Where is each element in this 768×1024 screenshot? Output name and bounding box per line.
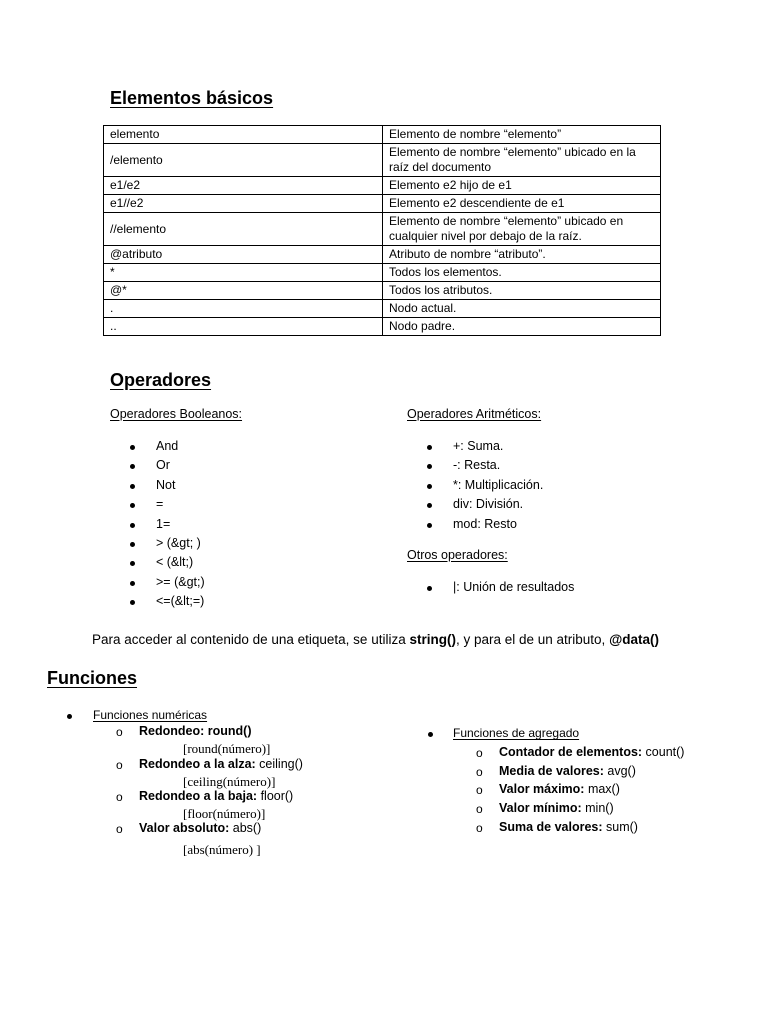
bullet-icon bbox=[67, 714, 72, 719]
table-cell: Nodo actual. bbox=[383, 300, 661, 318]
list-item: <=(&lt;=) bbox=[130, 592, 205, 611]
function-form: [abs(número) ] bbox=[183, 842, 261, 857]
function-avg bbox=[499, 764, 636, 779]
table-cell: Elemento e2 hijo de e1 bbox=[383, 177, 661, 195]
other-operators-title: Otros operadores: bbox=[407, 548, 508, 562]
circle-bullet-icon: o bbox=[116, 725, 123, 739]
list-item: *: Multiplicación. bbox=[427, 476, 543, 495]
function-min bbox=[499, 801, 614, 816]
table-cell: Elemento de nombre “elemento” ubicado en cualquier nivel por debajo de la raíz. bbox=[383, 213, 661, 246]
function-name: ceiling() bbox=[259, 757, 303, 771]
function-name: max() bbox=[587, 782, 620, 796]
table-cell: @* bbox=[104, 282, 383, 300]
table-cell: elemento bbox=[104, 126, 383, 144]
function-label: Media de valores: bbox=[499, 764, 608, 778]
circle-bullet-icon: o bbox=[476, 746, 483, 760]
aggregate-functions-title: Funciones de agregado bbox=[453, 726, 580, 740]
function-label: Redondeo: bbox=[139, 724, 208, 738]
function-form: [floor(número)] bbox=[183, 806, 266, 821]
table-row bbox=[104, 213, 661, 246]
list-item: mod: Resto bbox=[427, 515, 543, 534]
table-cell: Elemento de nombre “elemento” ubicado en la raíz del documento bbox=[383, 144, 661, 177]
circle-bullet-icon: o bbox=[116, 822, 123, 836]
table-cell: e1/e2 bbox=[104, 177, 383, 195]
function-name: abs() bbox=[232, 821, 262, 835]
function-max bbox=[499, 782, 620, 797]
function-label: Suma de valores: bbox=[499, 820, 606, 834]
table-cell: .. bbox=[104, 318, 383, 336]
table-cell: //elemento bbox=[104, 213, 383, 246]
function-label: Redondeo a la baja: bbox=[139, 789, 261, 803]
list-item: Not bbox=[130, 476, 205, 495]
table-cell: /elemento bbox=[104, 144, 383, 177]
table-cell: * bbox=[104, 264, 383, 282]
table-row bbox=[104, 264, 661, 282]
functions-title: Funciones bbox=[47, 668, 138, 688]
function-name: round() bbox=[207, 724, 252, 738]
list-item: +: Suma. bbox=[427, 437, 543, 456]
list-item: < (&lt;) bbox=[130, 553, 205, 572]
table-row bbox=[104, 282, 661, 300]
function-label: Contador de elementos: bbox=[499, 745, 646, 759]
table-cell: Elemento de nombre “elemento” bbox=[383, 126, 661, 144]
circle-bullet-icon: o bbox=[116, 790, 123, 804]
list-item: |: Unión de resultados bbox=[427, 578, 574, 597]
function-label: Valor absoluto: bbox=[139, 821, 233, 835]
table-row bbox=[104, 144, 661, 177]
list-item: And bbox=[130, 437, 205, 456]
table-cell: Elemento e2 descendiente de e1 bbox=[383, 195, 661, 213]
access-text-1: Para acceder al contenido de una etiqueta, se utiliza bbox=[92, 632, 410, 647]
table-cell: @atributo bbox=[104, 246, 383, 264]
list-item: >= (&gt;) bbox=[130, 573, 205, 592]
table-row bbox=[104, 318, 661, 336]
list-item: Or bbox=[130, 456, 205, 475]
function-label: Valor máximo: bbox=[499, 782, 588, 796]
function-abs bbox=[139, 821, 261, 836]
operators-title: Operadores bbox=[110, 370, 212, 390]
string-function: string() bbox=[409, 632, 456, 647]
table-cell: e1//e2 bbox=[104, 195, 383, 213]
table-cell: Nodo padre. bbox=[383, 318, 661, 336]
data-function: @data() bbox=[609, 632, 659, 647]
arithmetic-operators-title: Operadores Aritméticos: bbox=[407, 407, 542, 421]
circle-bullet-icon: o bbox=[476, 783, 483, 797]
function-name: min() bbox=[585, 801, 614, 815]
table-cell: . bbox=[104, 300, 383, 318]
list-item: = bbox=[130, 495, 205, 514]
function-name: count() bbox=[645, 745, 685, 759]
list-item: div: División. bbox=[427, 495, 543, 514]
function-form: [ceiling(número)] bbox=[183, 774, 276, 789]
function-label: Redondeo a la alza: bbox=[139, 757, 260, 771]
function-name: avg() bbox=[607, 764, 636, 778]
function-sum bbox=[499, 820, 638, 835]
function-ceiling bbox=[139, 757, 303, 772]
arithmetic-operators-list bbox=[427, 437, 543, 534]
circle-bullet-icon: o bbox=[476, 821, 483, 835]
basics-table bbox=[103, 125, 661, 336]
access-paragraph bbox=[92, 632, 659, 647]
function-name: sum() bbox=[606, 820, 638, 834]
function-name: floor() bbox=[260, 789, 294, 803]
table-cell: Todos los elementos. bbox=[383, 264, 661, 282]
other-operators-list bbox=[427, 578, 574, 597]
table-row bbox=[104, 177, 661, 195]
basics-title: Elementos básicos bbox=[110, 88, 274, 108]
list-item: > (&gt; ) bbox=[130, 534, 205, 553]
table-row bbox=[104, 300, 661, 318]
table-cell: Atributo de nombre “atributo”. bbox=[383, 246, 661, 264]
bullet-icon bbox=[428, 732, 433, 737]
circle-bullet-icon: o bbox=[476, 802, 483, 816]
function-form: [round(número)] bbox=[183, 741, 271, 756]
circle-bullet-icon: o bbox=[116, 758, 123, 772]
function-floor bbox=[139, 789, 293, 804]
circle-bullet-icon: o bbox=[476, 765, 483, 779]
boolean-operators-list bbox=[130, 437, 205, 612]
list-item: -: Resta. bbox=[427, 456, 543, 475]
table-row bbox=[104, 195, 661, 213]
function-label: Valor mínimo: bbox=[499, 801, 586, 815]
table-row bbox=[104, 246, 661, 264]
function-count bbox=[499, 745, 684, 760]
numeric-functions-title: Funciones numéricas bbox=[93, 708, 208, 722]
list-item: 1= bbox=[130, 515, 205, 534]
table-cell: Todos los atributos. bbox=[383, 282, 661, 300]
table-row bbox=[104, 126, 661, 144]
boolean-operators-title: Operadores Booleanos: bbox=[110, 407, 243, 421]
access-text-2: , y para el de un atributo, bbox=[455, 632, 610, 647]
function-round bbox=[139, 724, 251, 739]
